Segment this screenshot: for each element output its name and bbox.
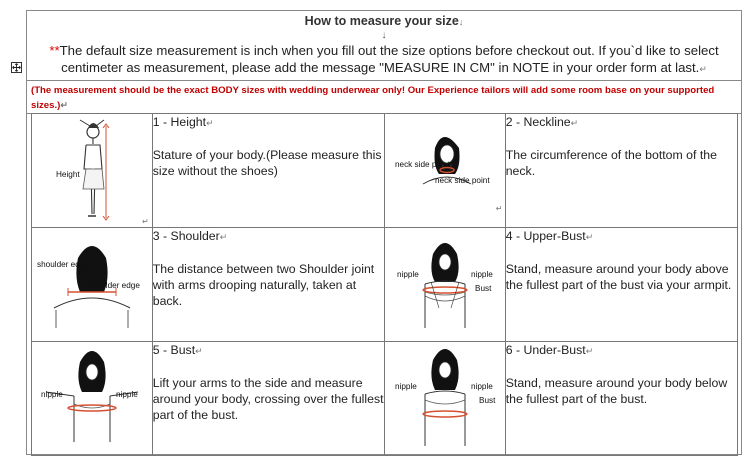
table-move-handle[interactable]: [11, 62, 22, 73]
shoulder-edge-label: shoulder edge: [37, 260, 89, 269]
height-label: Height: [56, 170, 80, 179]
size-guide-document: [26, 10, 742, 455]
nipple-label: nipple: [396, 270, 419, 279]
item-title: 4 - Upper-Bust↵: [505, 229, 594, 243]
shoulder-description: 3 - Shoulder↵ The distance between two Shoulder joint with arms drooping naturally, taken at back.: [152, 228, 384, 342]
bust-illustration: [32, 342, 153, 456]
table-row: [32, 228, 738, 342]
upper-bust-description: 4 - Upper-Bust↵ Stand, measure around your body above the fullest part of the bust via your armpit.: [505, 228, 737, 342]
measurement-table: [31, 113, 738, 456]
nipple-label: nipple: [41, 390, 63, 399]
move-arrows-icon: [12, 63, 21, 72]
unit-note: **The default size measurement is inch when you fill out the size options before checkout out. If you`d like to select centimeter as measurement, please add the message "MEASURE IN CM" in NOTE in your order form at last.↵: [49, 43, 719, 75]
neck-side-point-label: neck side point: [394, 160, 450, 169]
item-title: 1 - Height↵: [152, 115, 214, 129]
table-row: [32, 114, 738, 228]
nipple-label: nipple: [394, 382, 417, 391]
bust-label: Bust: [474, 284, 492, 293]
bust-description: 5 - Bust↵ Lift your arms to the side and measure around your body, crossing over the fullest part of the bust.: [152, 342, 384, 456]
shoulder-illustration: [32, 228, 153, 342]
neck-side-point-label-2: neck side point: [434, 176, 490, 185]
shoulder-edge-label-2: shoulder edge: [88, 281, 140, 290]
guide-title: How to measure your size↓: [304, 14, 464, 28]
body-size-warning: (The measurement should be the exact BODY sizes with wedding underwear only! Our Experience tailors will add some room base on your supported sizes.)↵: [27, 80, 741, 114]
under-bust-description: 6 - Under-Bust↵ Stand, measure around your body below the fullest part of the bust.: [505, 342, 737, 456]
item-title: 2 - Neckline↵: [505, 115, 579, 129]
nipple-label-2: nipple: [470, 382, 493, 391]
item-title: 5 - Bust↵: [152, 343, 203, 357]
table-row: [32, 342, 738, 456]
neckline-illustration: [384, 114, 505, 228]
upper-bust-illustration: [384, 228, 505, 342]
neckline-description: 2 - Neckline↵ The circumference of the bottom of the neck. ↵: [505, 114, 737, 228]
woman-neckline-figure-icon: [385, 114, 502, 227]
bust-label: Bust: [478, 396, 496, 405]
down-arrow-icon: ↓: [381, 30, 387, 41]
under-bust-illustration: [384, 342, 505, 456]
height-illustration: Height ↵: [32, 114, 153, 228]
woman-height-figure-icon: [32, 114, 149, 227]
height-description: 1 - Height↵ Stature of your body.(Please measure this size without the shoes): [152, 114, 384, 228]
item-title: 6 - Under-Bust↵: [505, 343, 594, 357]
nipple-label-2: nipple: [470, 270, 493, 279]
item-title: 3 - Shoulder↵: [152, 229, 228, 243]
nipple-label-2: nipple: [116, 390, 138, 399]
